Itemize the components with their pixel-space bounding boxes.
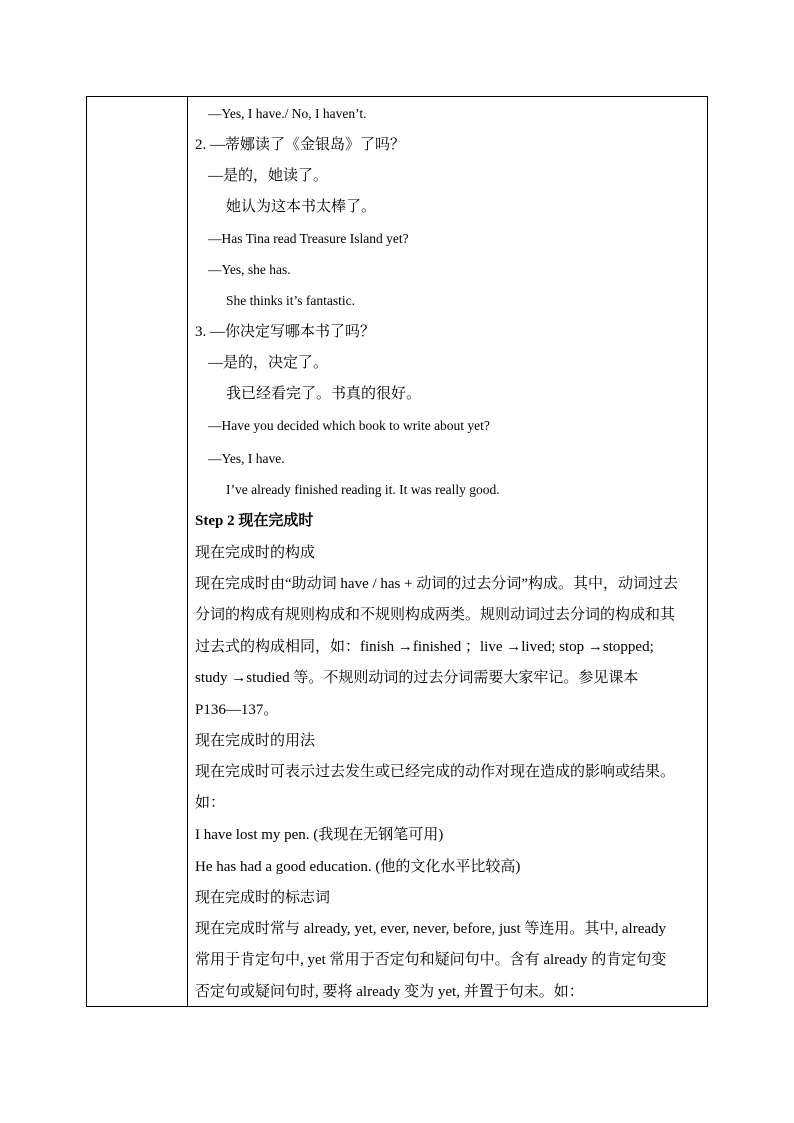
text-line: 现在完成时由“助动词 have / has + 动词的过去分词”构成。其中，动词过去 — [195, 576, 679, 592]
example-sentence: He has had a good education. (他的文化水平比较高) — [195, 859, 521, 875]
text-line: She thinks it’s fantastic. — [226, 293, 355, 308]
text-line: study →studied 等。不规则动词的过去分词需要大家牢记。参见课本 — [195, 670, 639, 686]
text-line: 如： — [195, 795, 226, 811]
text-line: 常用于肯定句中, yet 常用于否定句和疑问句中。含有 already 的肯定句变 — [195, 952, 667, 968]
text-line: —Yes, she has. — [208, 262, 291, 277]
text-line: —是的，她读了。 — [208, 168, 329, 184]
table-column-divider — [187, 97, 188, 1006]
subsection-heading: 现在完成时的用法 — [195, 733, 316, 749]
example-sentence: I have lost my pen. (我现在无钢笔可用) — [195, 827, 444, 843]
text-line: I’ve already finished reading it. It was really good. — [226, 482, 500, 497]
text-line: 她认为这本书太棒了。 — [226, 199, 377, 215]
text-line: —Has Tina read Treasure Island yet? — [208, 231, 409, 246]
subsection-heading: 现在完成时的标志词 — [195, 890, 331, 906]
text-line: 现在完成时常与 already, yet, ever, never, before, just 等连用。其中, already — [195, 921, 667, 937]
text-line: 我已经看完了。书真的很好。 — [226, 386, 422, 402]
text-line: —Have you decided which book to write about yet? — [208, 418, 490, 433]
document-table — [86, 96, 708, 1007]
text-line: 分词的构成有规则构成和不规则构成两类。规则动词过去分词的构成和其 — [195, 607, 676, 623]
text-line: 3. —你决定写哪本书了吗？ — [195, 324, 376, 340]
text-line: 否定句或疑问句时, 要将 already 变为 yet, 并置于句末。如： — [195, 984, 584, 1000]
section-heading: Step 2 现在完成时 — [195, 513, 314, 529]
text-line: —Yes, I have. — [208, 451, 285, 466]
text-line: 2. —蒂娜读了《金银岛》了吗？ — [195, 137, 406, 153]
text-line: 过去式的构成相同，如：finish →finished ；live →lived; stop →stopped; — [195, 639, 654, 655]
text-line: P136—137。 — [195, 702, 279, 718]
text-line: —Yes, I have./ No, I haven’t. — [208, 106, 367, 121]
text-line: —是的，决定了。 — [208, 355, 329, 371]
text-line: 现在完成时可表示过去发生或已经完成的动作对现在造成的影响或结果。 — [195, 764, 676, 780]
subsection-heading: 现在完成时的构成 — [195, 545, 316, 561]
